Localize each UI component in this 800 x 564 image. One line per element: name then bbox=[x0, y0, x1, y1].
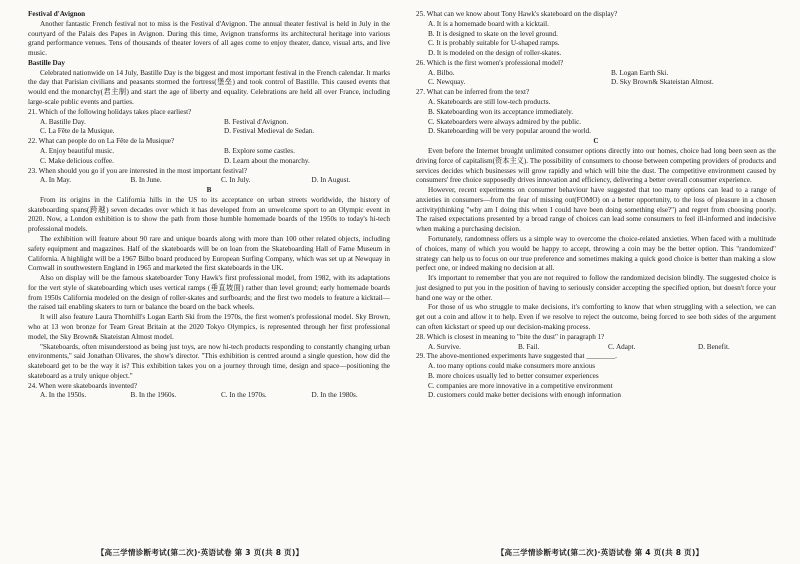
passage-c-paragraph-4: It's important to remember that you are not required to follow the randomized decision blindly. The suggested choice is just designed to put you in the position of having to seriously consider accepting the specified option, but doesn't force your hand one way or the other. bbox=[416, 274, 776, 302]
page-footer-right: 【高三学情诊断考试(第二次)·英语试卷 第 4 页(共 8 页)】 bbox=[496, 547, 704, 557]
passage-b-paragraph-5: "Skateboards, often misunderstood as being just toys, are now hi-tech products responding to constantly changing urban environments," said Jonathan Olivares, the show's director. "This exhibition is centred around a single question, how did the skateboard get to be the way it is? This exhibition takes you on a journey through time, design and space—positioning the skateboard as a truly unique object." bbox=[28, 342, 390, 380]
q25-option-d[interactable]: D. It is modeled on the design of roller-skates. bbox=[428, 49, 562, 58]
q29-option-a[interactable]: A. too many options could make consumers more anxious bbox=[428, 362, 596, 371]
question-26-options bbox=[416, 69, 776, 89]
section-b-label: B bbox=[206, 186, 212, 195]
question-27: 27. What can be inferred from the text? bbox=[416, 88, 530, 97]
question-25: 25. What can we know about Tony Hawk's skateboard on the display? bbox=[416, 10, 618, 18]
q26-option-a[interactable]: A. Bilbo. bbox=[428, 68, 455, 77]
question-24: 24. When were skateboards invented? bbox=[28, 381, 138, 390]
q29-option-c[interactable]: C. companies are more innovative in a competitive environment bbox=[428, 381, 613, 390]
q23-option-a[interactable]: A. In May. bbox=[40, 176, 72, 185]
question-23-options bbox=[28, 176, 390, 186]
passage-c-paragraph-5: For those of us who struggle to make decisions, it's comforting to know that when struggling with a selection, we can get out a coin and allow it to help. Even if we resolve to reject the outcome, being forced to see both sides of the argument can often kickstart or speed up our decision-making process. bbox=[416, 303, 776, 331]
q22-option-b[interactable]: B. Explore some castles. bbox=[224, 146, 295, 155]
q25-option-a[interactable]: A. It is a homemade board with a kicktail. bbox=[428, 19, 549, 28]
q27-option-b[interactable]: B. Skateboarding won its acceptance immediately. bbox=[428, 107, 574, 116]
q24-option-c[interactable]: C. In the 1970s. bbox=[221, 391, 267, 400]
q24-option-d[interactable]: D. In the 1980s. bbox=[311, 391, 358, 400]
q28-option-d[interactable]: D. Benefit. bbox=[698, 342, 730, 351]
q23-option-b[interactable]: B. In June. bbox=[130, 176, 162, 185]
question-29: 29. The above-mentioned experiments have suggested that ________. bbox=[416, 352, 617, 361]
question-28-options bbox=[416, 343, 776, 353]
festival-avignon-heading: Festival d'Avignon bbox=[28, 10, 86, 18]
passage-c-paragraph-3: Fortunately, randomness offers us a simple way to overcome the choice-related anxieties. When faced with a multitude of choices, many of which you would be happy to accept, throwing a coin may be the better option. This "randomized" strategy can help us to focus on our true preference and sometimes making a quick good choice is better than making a slow perfect one, or indeed making no decision at all. bbox=[416, 234, 776, 273]
passage-b-paragraph-1: From its origins in the California hills in the US to its acceptance on urban streets worldwide, the history of skateboarding spans(跨越) seven decades over which it has developed from an unwelcome sport to an Olympic event in 2020. Now, a London exhibition is to show the path from those humble homemade boards of the 1950s to today's hi-tech professional models. bbox=[28, 195, 390, 234]
q29-option-d[interactable]: D. customers could make better decisions with enough information bbox=[428, 391, 622, 400]
q25-option-b[interactable]: B. It is designed to skate on the level ground. bbox=[428, 29, 558, 38]
question-28: 28. Which is closest in meaning to "bite the dust" in paragraph 1? bbox=[416, 332, 605, 341]
passage-c-paragraph-2: However, recent experiments on consumer behaviour have suggested that too many options can lead to a range of anxieties in consumers—from the fear of missing out(FOMO) on a better opportunity, to the loss of pleasure in a chosen activity(thinking "why am I doing this when I could have been doing something else?") and regret from choosing poorly. The raised expectations presented by a broad range of choices can lead some consumers to feel ill-informed and indecisive when making a purchasing decision. bbox=[416, 186, 776, 234]
passage-b-paragraph-3: Also on display will be the famous skateboarder Tony Hawk's first professional model, from 1982, with its adaptations for the vert style of skateboarding which uses vertical ramps (垂直坡面) rather than level ground; early homemade boards from 1950s California modeled on the design of roller-skates and surfboards; and the first two models to feature a kicktail—the raised tail enabling skaters to turn or balance the board on the back wheels. bbox=[28, 274, 390, 312]
passage-b-paragraph-4: It will also feature Laura Thornhill's Logan Earth Ski from the 1970s, the first women's professional model. Sky Brown, who at 13 won bronze for Team Great Britain at the 2020 Tokyo Olympics, is represented through her first professional model, the Sky Brown& Skateistan Almost model. bbox=[28, 313, 390, 341]
passage-b-paragraph-2: The exhibition will feature about 90 rare and unique boards along with more than 100 other related objects, including safety equipment and magazines. Half of the skateboards will be on loan from the Skateboarding Hall of Fame Museum in California. A highlight will be a 1967 Bilbo board produced by European Surfing Company, which was set up at Newquay in Cornwall in southwestern England in 1965 and marketed the first skateboards in the UK. bbox=[28, 234, 390, 273]
q27-option-a[interactable]: A. Skateboards are still low-tech products. bbox=[428, 98, 551, 107]
q23-option-d[interactable]: D. In August. bbox=[311, 176, 351, 185]
q25-option-c[interactable]: C. It is probably suitable for U-shaped ramps. bbox=[428, 39, 560, 48]
exam-page-right bbox=[400, 0, 800, 564]
q24-option-b[interactable]: B. In the 1960s. bbox=[130, 391, 177, 400]
q28-option-c[interactable]: C. Adapt. bbox=[608, 342, 636, 351]
section-c-label: C bbox=[593, 137, 599, 146]
q24-option-a[interactable]: A. In the 1950s. bbox=[40, 391, 87, 400]
question-29-options bbox=[416, 362, 776, 401]
question-23: 23. When should you go if you are interested in the most important festival? bbox=[28, 166, 248, 175]
q26-option-c[interactable]: C. Newquay. bbox=[428, 78, 466, 87]
q27-option-c[interactable]: C. Skateboarders were always admired by the public. bbox=[428, 117, 582, 126]
page-footer-left: 【高三学情诊断考试(第二次)·英语试卷 第 3 页(共 8 页)】 bbox=[96, 547, 304, 557]
q21-option-a[interactable]: A. Bastille Day. bbox=[40, 117, 86, 126]
question-27-options bbox=[416, 98, 776, 137]
q21-option-d[interactable]: D. Festival Medieval de Sedan. bbox=[224, 127, 315, 136]
q27-option-d[interactable]: D. Skateboarding will be very popular around the world. bbox=[428, 127, 591, 136]
q28-option-b[interactable]: B. Fail. bbox=[518, 342, 540, 351]
question-21-options bbox=[28, 118, 390, 138]
question-21: 21. Which of the following holidays takes place earliest? bbox=[28, 107, 192, 116]
question-25-options bbox=[416, 20, 776, 59]
q22-option-c[interactable]: C. Make delicious coffee. bbox=[40, 156, 114, 165]
q26-option-b[interactable]: B. Logan Earth Ski. bbox=[611, 68, 669, 77]
question-26: 26. Which is the first women's professional model? bbox=[416, 58, 564, 67]
q29-option-b[interactable]: B. more choices usually led to better consumer experiences bbox=[428, 371, 599, 380]
question-22-options bbox=[28, 147, 390, 167]
q21-option-b[interactable]: B. Festival d'Avignon. bbox=[224, 117, 289, 126]
q22-option-a[interactable]: A. Enjoy beautiful music. bbox=[40, 146, 115, 155]
question-24-options bbox=[28, 391, 390, 401]
bastille-day-heading: Bastille Day bbox=[28, 58, 65, 67]
q23-option-c[interactable]: C. In July. bbox=[221, 176, 251, 185]
bastille-day-paragraph: Celebrated nationwide on 14 July, Bastille Day is the biggest and most important festival in the French calendar. It marks the day that Parisian civilians and peasants stormed the fortress(堡垒) and took control of Bastille. This caused events that would end the monarchy(君主制) and start the age of liberty and equality. Celebrations are held all over France, including large-scale public events and parties. bbox=[28, 68, 390, 107]
festival-avignon-paragraph: Another fantastic French festival not to miss is the Festival d'Avignon. The annual theater festival is held in July in the courtyard of the Palais des Papes in Avignon. During this time, Avignon transforms its architectural heritage into various grand performance venues. Tens of thousands of theater lovers of all ages come to enjoy theater, dance, visual arts, and live music. bbox=[28, 19, 390, 58]
q26-option-d[interactable]: D. Sky Brown& Skateistan Almost. bbox=[611, 78, 714, 87]
q28-option-a[interactable]: A. Survive. bbox=[428, 342, 461, 351]
passage-c-paragraph-1: Even before the Internet brought unlimited consumer options directly into our homes, choice had long been seen as the driving force of capitalism(资本主义). The possibility of consumers to choose between competing providers of products and services decides which businesses will grow rapidly and which will bite the dust. The competitive environment caused by consumers' free choice supposedly drives innovation and efficiency, delivering a better overall consumer experience. bbox=[416, 146, 776, 185]
q21-option-c[interactable]: C. La Fête de la Musique. bbox=[40, 127, 115, 136]
question-22: 22. What can people do on La Fête de la Musique? bbox=[28, 137, 175, 146]
q22-option-d[interactable]: D. Learn about the monarchy. bbox=[224, 156, 310, 165]
